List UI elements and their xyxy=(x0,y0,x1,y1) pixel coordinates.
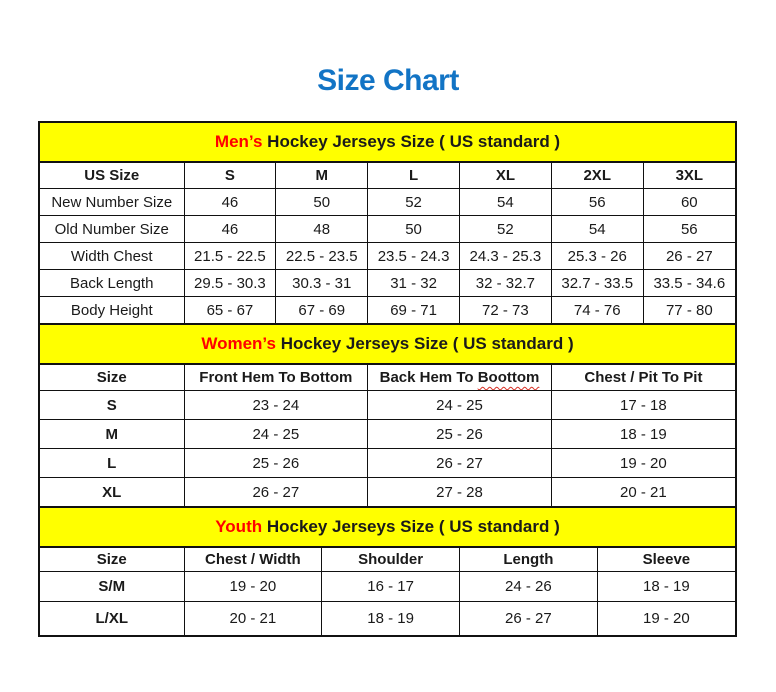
table-cell: 50 xyxy=(368,216,460,243)
table-row xyxy=(40,243,735,270)
table-cell: 26 - 27 xyxy=(368,449,552,478)
column-header: M xyxy=(276,163,368,189)
womens-banner-highlight: Women’s xyxy=(201,334,276,353)
column-header-misspelled xyxy=(368,365,552,391)
womens-banner-text: Hockey Jerseys Size ( US standard ) xyxy=(275,334,574,353)
table-cell: 56 xyxy=(551,189,643,216)
table-cell: 56 xyxy=(643,216,735,243)
table-cell: 24 - 25 xyxy=(184,420,368,449)
row-label: S/M xyxy=(40,572,184,602)
table-cell: 23.5 - 24.3 xyxy=(368,243,460,270)
table-cell: 32 - 32.7 xyxy=(459,270,551,297)
column-header: US Size xyxy=(40,163,184,189)
row-label: Body Height xyxy=(40,297,184,324)
column-header: 3XL xyxy=(643,163,735,189)
youth-section-banner xyxy=(40,506,735,548)
column-header: Length xyxy=(460,548,598,572)
table-cell: 54 xyxy=(551,216,643,243)
table-cell: 69 - 71 xyxy=(368,297,460,324)
table-cell: 26 - 27 xyxy=(460,602,598,636)
youth-banner-highlight: Youth xyxy=(215,517,263,536)
table-cell: 46 xyxy=(184,216,276,243)
table-row xyxy=(40,572,735,602)
row-label: New Number Size xyxy=(40,189,184,216)
womens-section-banner xyxy=(40,323,735,365)
row-label: Width Chest xyxy=(40,243,184,270)
mens-banner-highlight: Men’s xyxy=(214,132,263,151)
column-header: Sleeve xyxy=(597,548,735,572)
table-row xyxy=(40,391,735,420)
row-label: L/XL xyxy=(40,602,184,636)
table-cell: 24 - 26 xyxy=(460,572,598,602)
row-label: S xyxy=(40,391,184,420)
mens-size-table xyxy=(40,163,735,323)
table-cell: 22.5 - 23.5 xyxy=(276,243,368,270)
column-header: Shoulder xyxy=(322,548,460,572)
mens-banner-text: Hockey Jerseys Size ( US standard ) xyxy=(262,132,561,151)
size-chart xyxy=(38,121,737,637)
table-cell: 74 - 76 xyxy=(551,297,643,324)
column-header: Size xyxy=(40,548,184,572)
table-row xyxy=(40,449,735,478)
column-header: XL xyxy=(459,163,551,189)
row-label: XL xyxy=(40,478,184,507)
table-cell: 25.3 - 26 xyxy=(551,243,643,270)
table-cell: 72 - 73 xyxy=(459,297,551,324)
column-header: 2XL xyxy=(551,163,643,189)
table-cell: 19 - 20 xyxy=(184,572,322,602)
womens-header-row xyxy=(40,365,735,391)
table-cell: 52 xyxy=(459,216,551,243)
youth-banner-text: Hockey Jerseys Size ( US standard ) xyxy=(262,517,560,536)
table-cell: 20 - 21 xyxy=(184,602,322,636)
youth-size-table xyxy=(40,548,735,635)
youth-header-row xyxy=(40,548,735,572)
table-cell: 60 xyxy=(643,189,735,216)
table-cell: 24 - 25 xyxy=(368,391,552,420)
table-cell: 20 - 21 xyxy=(551,478,735,507)
table-cell: 65 - 67 xyxy=(184,297,276,324)
table-row xyxy=(40,420,735,449)
table-cell: 19 - 20 xyxy=(597,602,735,636)
mens-header-row xyxy=(40,163,735,189)
mens-section-banner xyxy=(40,123,735,163)
column-header: Size xyxy=(40,365,184,391)
table-cell: 21.5 - 22.5 xyxy=(184,243,276,270)
column-header: S xyxy=(184,163,276,189)
row-label: Back Length xyxy=(40,270,184,297)
table-cell: 26 - 27 xyxy=(643,243,735,270)
table-cell: 52 xyxy=(368,189,460,216)
table-cell: 77 - 80 xyxy=(643,297,735,324)
table-cell: 24.3 - 25.3 xyxy=(459,243,551,270)
table-cell: 17 - 18 xyxy=(551,391,735,420)
table-cell: 29.5 - 30.3 xyxy=(184,270,276,297)
spellcheck-underlined-word: Boottom xyxy=(477,369,540,386)
table-cell: 27 - 28 xyxy=(368,478,552,507)
table-cell: 19 - 20 xyxy=(551,449,735,478)
womens-size-table xyxy=(40,365,735,506)
row-label: L xyxy=(40,449,184,478)
table-row xyxy=(40,297,735,324)
table-row xyxy=(40,189,735,216)
table-cell: 26 - 27 xyxy=(184,478,368,507)
table-cell: 18 - 19 xyxy=(597,572,735,602)
table-cell: 54 xyxy=(459,189,551,216)
table-cell: 18 - 19 xyxy=(551,420,735,449)
column-header: Chest / Width xyxy=(184,548,322,572)
table-cell: 25 - 26 xyxy=(184,449,368,478)
row-label: M xyxy=(40,420,184,449)
table-cell: 50 xyxy=(276,189,368,216)
row-label: Old Number Size xyxy=(40,216,184,243)
column-header: Front Hem To Bottom xyxy=(184,365,368,391)
table-row xyxy=(40,270,735,297)
table-cell: 46 xyxy=(184,189,276,216)
table-row xyxy=(40,216,735,243)
table-cell: 32.7 - 33.5 xyxy=(551,270,643,297)
column-header: Chest / Pit To Pit xyxy=(551,365,735,391)
table-cell: 18 - 19 xyxy=(322,602,460,636)
table-cell: 33.5 - 34.6 xyxy=(643,270,735,297)
table-row xyxy=(40,602,735,636)
column-header: L xyxy=(368,163,460,189)
page-title: Size Chart xyxy=(317,64,459,97)
table-cell: 31 - 32 xyxy=(368,270,460,297)
table-cell: 16 - 17 xyxy=(322,572,460,602)
table-cell: 25 - 26 xyxy=(368,420,552,449)
table-row xyxy=(40,478,735,507)
table-cell: 67 - 69 xyxy=(276,297,368,324)
table-cell: 23 - 24 xyxy=(184,391,368,420)
table-cell: 30.3 - 31 xyxy=(276,270,368,297)
column-header-prefix: Back Hem To xyxy=(379,369,478,386)
table-cell: 48 xyxy=(276,216,368,243)
